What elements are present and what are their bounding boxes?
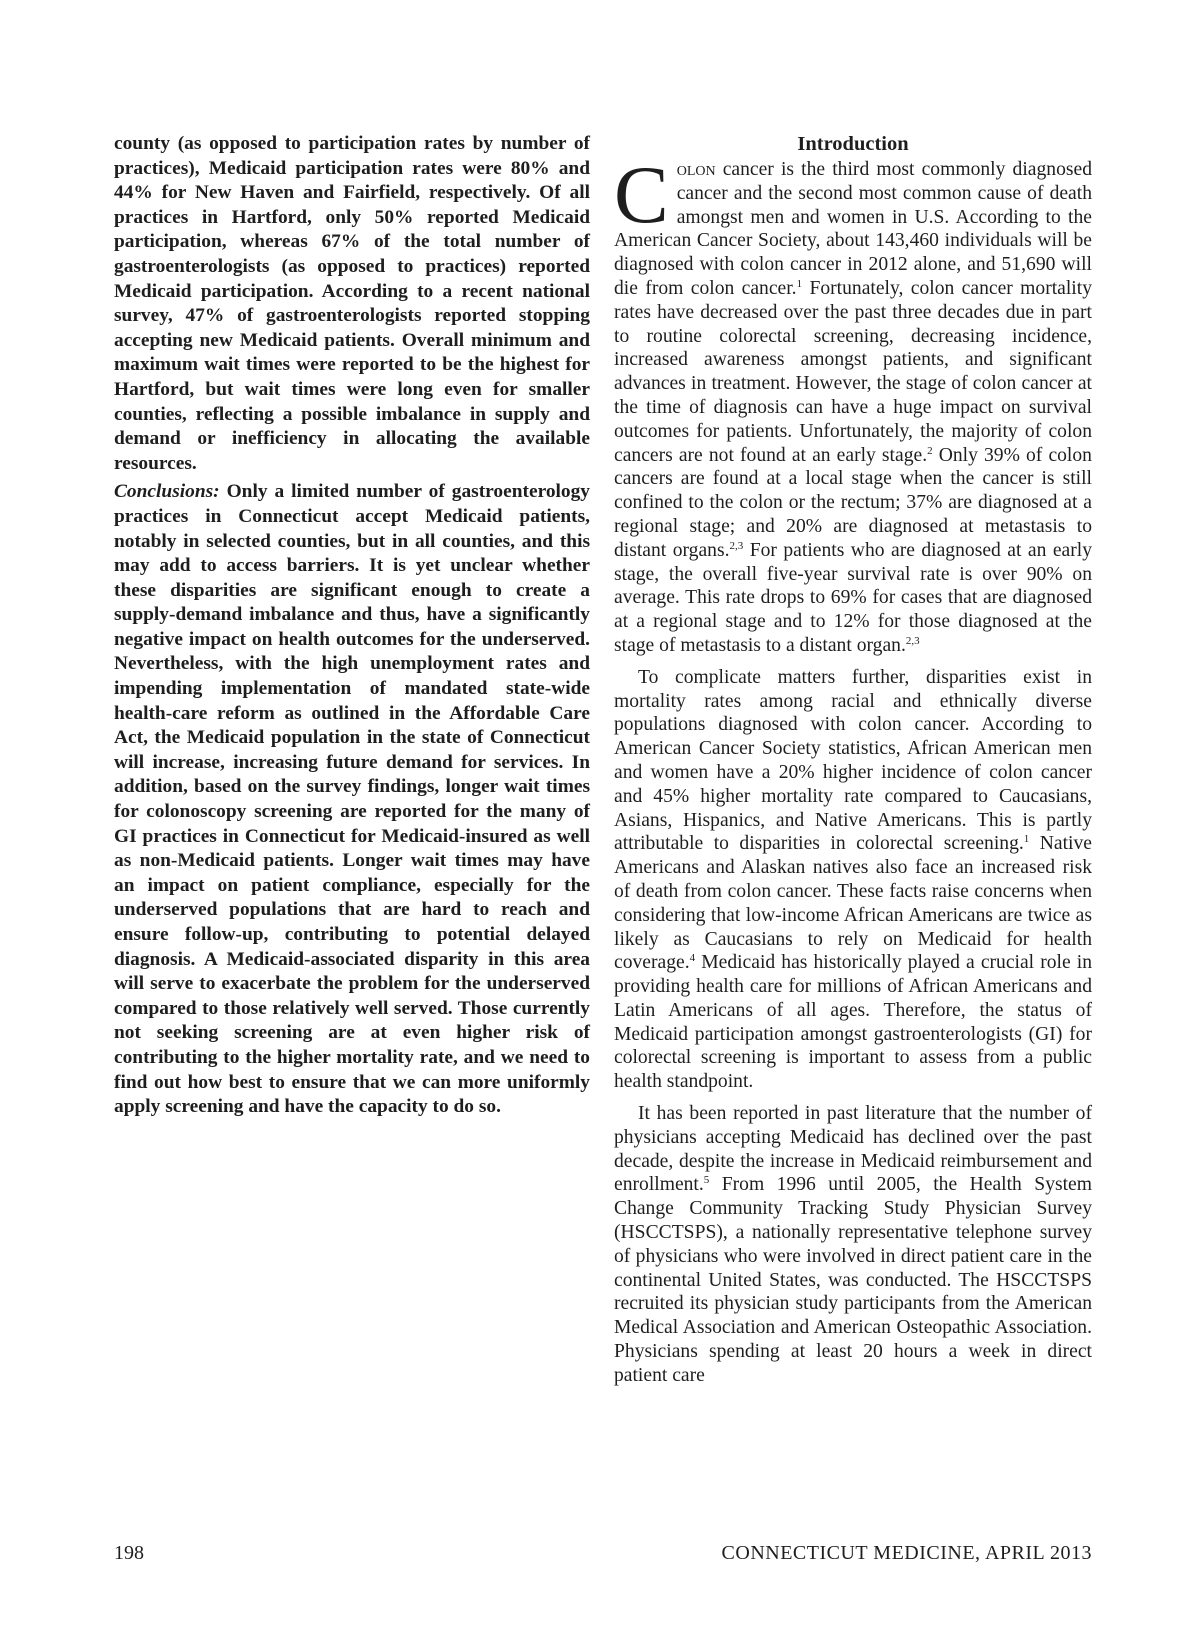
p2-text-c: Medicaid has historically played a crucial role in providing health care for millions of African Americans and Latin Americans of all ages. Therefore, the status of Medicaid participation amongst gastroenterologists (GI) for colorectal screening is important to assess from a public health standpoint. — [614, 952, 1092, 1093]
page-number: 198 — [114, 1542, 144, 1564]
intro-text-b: Fortunately, colon cancer mortality rates have decreased over the past three decades due in part to routine colorectal screening, decreasing incidence, increased awareness amongst patients, and significant advances in treatment. However, the stage of colon cancer at the time of diagnosis can have a huge impact on survival outcomes for patients. Unfortunately, the majority of colon cancers are not found at an early stage. — [614, 277, 1092, 466]
intro-smallcaps: olon — [676, 159, 716, 180]
conclusions-paragraph — [114, 480, 590, 1119]
intro-text-d: For patients who are diagnosed at an early stage, the overall five-year survival rate is over 90% on average. This rate drops to 69% for cases that are diagnosed at a regional stage and to 12% for those diagnosed at the stage of metastasis to a distant organ. — [614, 539, 1092, 656]
citation-ref: 2,3 — [729, 539, 744, 552]
introduction-heading: Introduction — [797, 133, 909, 155]
citation-ref: 4 — [689, 952, 696, 965]
p3-text-b: From 1996 until 2005, the Health System Change Community Tracking Study Physician Survey (HSCCTSPS), a nationally representative telephone survey of physicians who were involved in direct patient care in the continental United States, was conducted. The HSCCTSPS recruited its physician study participants from the American Medical Association and American Osteopathic Association. Physicians spending at least 20 hours a week in direct patient care — [614, 1174, 1092, 1386]
citation-ref: 5 — [703, 1174, 710, 1187]
journal-footer: CONNECTICUT MEDICINE, APRIL 2013 — [721, 1542, 1092, 1564]
p2-text-b: Native Americans and Alaskan natives also face an increased risk of death from colon cancer. These facts raise concerns when considering that low-income African Americans are twice as likely as Caucasians to rely on Medicaid for health coverage. — [614, 833, 1092, 974]
intro-paragraph-1 — [614, 149, 1092, 658]
right-column — [614, 132, 1092, 1388]
intro-paragraph-2 — [614, 666, 1092, 1094]
results-paragraph: county (as opposed to participation rates by number of practices), Medicaid participation rates were 80% and 44% for New Haven and Fairfield, respectively. Of all practices in Hartford, only 50% reported Medicaid participation, whereas 67% of the total number of gastroenterologists (as opposed to practices) reported Medicaid participation. According to a recent national survey, 47% of gastroenterologists reported stopping accepting new Medicaid patients. Overall minimum and maximum wait times were reported to be the highest for Hartford, but wait times were long even for smaller counties, reflecting a possible imbalance in supply and demand or inefficiency in allocating the available resources. — [114, 133, 590, 474]
drop-cap: C — [614, 149, 669, 240]
intro-paragraph-3 — [614, 1102, 1092, 1388]
citation-ref: 2,3 — [905, 634, 920, 647]
left-column — [114, 132, 590, 1120]
p2-text-a: To complicate matters further, disparities exist in mortality rates among racial and ethnically diverse populations diagnosed with colon cancer. According to American Cancer Society statistics, African American men and women have a 20% higher incidence of colon cancer and 45% higher mortality rate compared to Caucasians, Asians, Hispanics, and Native Americans. This is partly attributable to disparities in colorectal screening. — [614, 666, 1092, 855]
conclusions-text: Only a limited number of gastroenterology practices in Connecticut accept Medicaid patients, notably in selected counties, but in all counties, and this may add to access barriers. It is yet unclear whether these disparities are significant enough to create a supply-demand imbalance and thus, have a significantly negative impact on health outcomes for the underserved. Nevertheless, with the high unemployment rates and impending implementation of mandated state-wide health-care reform as outlined in the Affordable Care Act, the Medicaid population in the state of Connecticut will increase, increasing future demand for services. In addition, based on the survey findings, longer wait times for colonoscopy screening are reported for the many of GI practices in Connecticut for Medicaid-insured as well as non-Medicaid patients. Longer wait times may have an impact on patient compliance, especially for the underserved populations that are hard to reach and ensure follow-up, contributing to potential delayed diagnosis. A Medicaid-associated disparity in this area will serve to exacerbate the problem for the underserved compared to those relatively well served. Those currently not seeking screening are at even higher risk of contributing to the higher mortality rate, and we need to find out how best to ensure that we can more uniformly apply screening and have the capacity to do so. — [114, 481, 590, 1118]
intro-text-a: cancer is the third most commonly diagnosed cancer and the second most common cause of death amongst men and women in U.S. According to the American Cancer Society, about 143,460 individuals will be diagnosed with colon cancer in 2012 alone, and 51,690 will die from colon cancer. — [614, 159, 1092, 299]
intro-text-c: Only 39% of colon cancers are found at a local stage when the cancer is still confined to the colon or the rectum; 37% are diagnosed at a regional stage; and 20% are diagnosed at metastasis to distant organs. — [614, 444, 1092, 561]
conclusions-label: Conclusions: — [114, 481, 220, 503]
citation-ref: 2 — [927, 444, 933, 457]
citation-ref: 1 — [796, 277, 803, 290]
citation-ref: 1 — [1023, 833, 1030, 846]
p3-text-a: It has been reported in past literature that the number of physicians accepting Medicaid has declined over the past decade, despite the increase in Medicaid reimbursement and enrollment. — [614, 1103, 1092, 1196]
